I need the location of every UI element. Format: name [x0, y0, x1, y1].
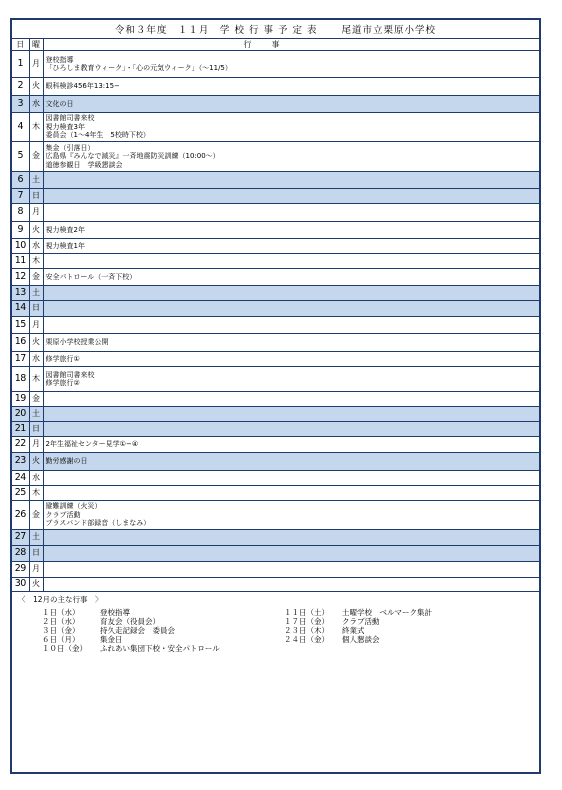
event-text: 「ひろしま教育ウィーク」・「心の元気ウィーク」（〜11/5）	[45, 64, 232, 72]
weekday-cell: 月	[29, 562, 43, 578]
day-cell: 7	[12, 189, 29, 204]
table-row	[12, 222, 539, 239]
day-cell: 20	[12, 407, 29, 422]
events-cell	[43, 96, 539, 113]
event-text: 栗原小学校授業公開	[45, 338, 109, 347]
day-cell: 24	[12, 471, 29, 486]
next-month-event: 個人懇談会	[342, 635, 380, 644]
weekday-cell: 日	[29, 189, 43, 204]
next-month-event: 集金日	[100, 635, 123, 644]
weekday-cell: 水	[29, 239, 43, 254]
weekday-cell: 月	[29, 204, 43, 222]
events-cell	[43, 301, 539, 317]
events-cell	[43, 142, 539, 172]
weekday-cell: 土	[29, 286, 43, 301]
table-row	[12, 269, 539, 286]
table-row	[12, 453, 539, 471]
event-text: 道徳参観日 学級懇談会	[45, 160, 123, 169]
table-row	[12, 352, 539, 367]
table-row	[12, 254, 539, 269]
weekday-cell: 金	[29, 269, 43, 286]
col-events-header: 行 事	[43, 39, 539, 51]
table-row	[12, 367, 539, 392]
next-month-date: １１日（土）	[284, 608, 329, 617]
weekday-cell: 木	[29, 367, 43, 392]
events-cell	[43, 222, 539, 239]
table-row	[12, 113, 539, 142]
day-cell: 27	[12, 530, 29, 546]
events-cell	[43, 422, 539, 437]
day-cell: 11	[12, 254, 29, 269]
event-text: 安全パトロール（一斉下校）	[45, 272, 137, 281]
weekday-cell: 火	[29, 453, 43, 471]
events-cell	[43, 367, 539, 392]
event-text: 修学旅行②	[45, 379, 80, 387]
day-cell: 9	[12, 222, 29, 239]
table-row	[12, 96, 539, 113]
day-cell: 6	[12, 172, 29, 189]
events-cell	[43, 286, 539, 301]
weekday-cell: 日	[29, 422, 43, 437]
day-cell: 8	[12, 204, 29, 222]
table-row	[12, 301, 539, 317]
event-text: 2年生福祉センター見学①−④	[45, 440, 139, 449]
day-cell: 10	[12, 239, 29, 254]
table-row	[12, 392, 539, 407]
weekday-cell: 月	[29, 317, 43, 334]
weekday-cell: 木	[29, 113, 43, 142]
next-month-event: ふれあい集団下校・安全パトロール	[100, 644, 220, 653]
table-row	[12, 334, 539, 352]
events-cell	[43, 407, 539, 422]
table-row	[12, 546, 539, 562]
schedule-sheet	[10, 18, 541, 774]
events-cell	[43, 172, 539, 189]
table-row	[12, 501, 539, 530]
next-month-left-list	[42, 608, 284, 653]
weekday-cell: 金	[29, 392, 43, 407]
table-row	[12, 530, 539, 546]
events-cell	[43, 546, 539, 562]
event-text: 視力検査3年	[45, 122, 85, 131]
weekday-cell: 月	[29, 51, 43, 78]
events-cell	[43, 437, 539, 453]
day-cell: 14	[12, 301, 29, 317]
next-month-item	[42, 617, 284, 626]
weekday-cell: 日	[29, 546, 43, 562]
event-text: 文化の日	[45, 99, 74, 108]
next-month-item	[284, 626, 432, 635]
day-cell: 5	[12, 142, 29, 172]
events-cell	[43, 392, 539, 407]
day-cell: 19	[12, 392, 29, 407]
events-cell	[43, 189, 539, 204]
weekday-cell: 水	[29, 96, 43, 113]
event-text: 委員会（1〜4年生 5校時下校）	[45, 131, 150, 140]
table-row	[12, 578, 539, 592]
table-row	[12, 142, 539, 172]
next-month-date: １０日（金）	[42, 644, 87, 653]
day-cell: 18	[12, 367, 29, 392]
weekday-cell: 火	[29, 222, 43, 239]
events-cell	[43, 453, 539, 471]
day-cell: 30	[12, 578, 29, 592]
events-cell	[43, 578, 539, 592]
table-row	[12, 51, 539, 78]
event-text: ブラスバンド部録音（しまなみ）	[45, 519, 151, 528]
events-cell	[43, 334, 539, 352]
events-cell	[43, 113, 539, 142]
day-cell: 23	[12, 453, 29, 471]
events-cell	[43, 317, 539, 334]
col-day-header: 日	[12, 39, 29, 51]
events-cell	[43, 352, 539, 367]
events-cell	[43, 486, 539, 501]
school-name: 尾道市立栗原小学校	[341, 25, 437, 36]
event-text: 避難訓練（火災）	[45, 502, 102, 511]
day-cell: 21	[12, 422, 29, 437]
weekday-cell: 金	[29, 142, 43, 172]
weekday-cell: 土	[29, 407, 43, 422]
day-cell: 16	[12, 334, 29, 352]
table-row	[12, 172, 539, 189]
next-month-date: １日（水）	[42, 608, 80, 617]
weekday-cell: 水	[29, 471, 43, 486]
event-text: 図書館司書来校	[45, 114, 95, 123]
events-cell	[43, 239, 539, 254]
schedule-body	[12, 51, 539, 592]
next-month-date: ２日（水）	[42, 617, 80, 626]
next-month-item	[42, 644, 284, 653]
day-cell: 4	[12, 113, 29, 142]
day-cell: 17	[12, 352, 29, 367]
events-cell	[43, 254, 539, 269]
table-row	[12, 471, 539, 486]
next-month-event: クラブ活動	[342, 617, 380, 626]
next-month-item	[42, 626, 284, 635]
next-month-date: ３日（金）	[42, 626, 80, 635]
event-text: 集金（引落日）	[45, 143, 95, 152]
next-month-item	[42, 635, 284, 644]
day-cell: 13	[12, 286, 29, 301]
day-cell: 12	[12, 269, 29, 286]
weekday-cell: 日	[29, 301, 43, 317]
next-month-section	[12, 592, 539, 653]
weekday-cell: 木	[29, 486, 43, 501]
table-header-row	[12, 39, 539, 51]
event-text: 勤労感謝の日	[45, 457, 88, 466]
event-text: クラブ活動	[45, 510, 81, 519]
event-text: 登校指導	[45, 55, 74, 64]
table-row	[12, 437, 539, 453]
title-bar	[12, 20, 539, 39]
next-month-event: 終業式	[342, 626, 365, 635]
table-row	[12, 189, 539, 204]
day-cell: 26	[12, 501, 29, 530]
day-cell: 2	[12, 78, 29, 96]
event-text: 視力検査1年	[45, 241, 85, 250]
table-row	[12, 204, 539, 222]
day-cell: 29	[12, 562, 29, 578]
day-cell: 25	[12, 486, 29, 501]
next-month-event: 土曜学校 ベルマーク集計	[342, 608, 432, 617]
day-cell: 15	[12, 317, 29, 334]
next-month-item	[284, 608, 432, 617]
next-month-right-list	[284, 608, 432, 653]
day-cell: 1	[12, 51, 29, 78]
events-cell	[43, 530, 539, 546]
col-weekday-header: 曜	[29, 39, 43, 51]
next-month-date: １７日（金）	[284, 617, 329, 626]
next-month-title: 〈 12月の主な行事 〉	[18, 595, 103, 604]
next-month-date: ２４日（金）	[284, 635, 329, 644]
events-cell	[43, 51, 539, 78]
next-month-item	[42, 608, 284, 617]
table-row	[12, 78, 539, 96]
next-month-event: 登校指導	[100, 608, 130, 617]
next-month-date: ６日（月）	[42, 635, 80, 644]
day-cell: 22	[12, 437, 29, 453]
events-cell	[43, 471, 539, 486]
event-text: 広島県『みんなで減災』一斉地震防災訓練（10:00〜）	[45, 152, 220, 161]
event-text: 眼科検診456年13:15−	[45, 82, 120, 91]
schedule-table	[12, 39, 539, 592]
next-month-event: 育友会（役員会）	[100, 617, 160, 626]
page-title: 令和３年度 １１月 学 校 行 事 予 定 表	[114, 25, 318, 36]
weekday-cell: 金	[29, 501, 43, 530]
event-text: 図書館司書来校	[45, 370, 95, 379]
weekday-cell: 水	[29, 352, 43, 367]
table-row	[12, 286, 539, 301]
table-row	[12, 317, 539, 334]
weekday-cell: 土	[29, 530, 43, 546]
day-cell: 28	[12, 546, 29, 562]
weekday-cell: 火	[29, 578, 43, 592]
events-cell	[43, 204, 539, 222]
table-row	[12, 422, 539, 437]
events-cell	[43, 501, 539, 530]
weekday-cell: 土	[29, 172, 43, 189]
event-text: 修学旅行①	[45, 354, 80, 363]
next-month-item	[284, 617, 432, 626]
table-row	[12, 407, 539, 422]
next-month-date: ２３日（木）	[284, 626, 329, 635]
weekday-cell: 木	[29, 254, 43, 269]
weekday-cell: 月	[29, 437, 43, 453]
weekday-cell: 火	[29, 78, 43, 96]
day-cell: 3	[12, 96, 29, 113]
events-cell	[43, 78, 539, 96]
next-month-item	[284, 635, 432, 644]
table-row	[12, 486, 539, 501]
next-month-event: 持久走記録会 委員会	[100, 626, 175, 635]
table-row	[12, 562, 539, 578]
table-row	[12, 239, 539, 254]
weekday-cell: 火	[29, 334, 43, 352]
events-cell	[43, 562, 539, 578]
event-text: 視力検査2年	[45, 225, 85, 234]
events-cell	[43, 269, 539, 286]
